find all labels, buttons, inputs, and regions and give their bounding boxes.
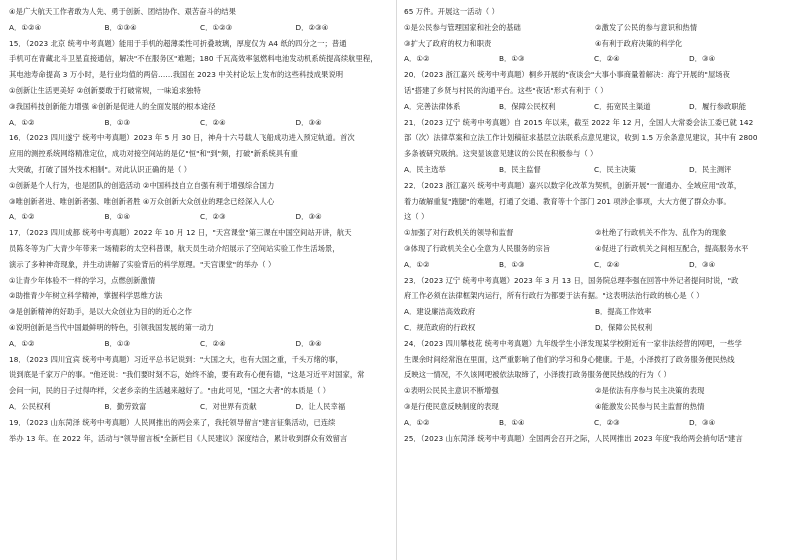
option-a: A．完善法律体系 [404,101,461,111]
q19-items-row2 [404,38,786,49]
question-item: ④能激发公民参与民主监督的热情 [595,401,705,411]
option-b: B．勤劳致富 [104,401,147,411]
option-a: A．①② [404,54,430,64]
option-d: D．③④ [295,212,322,222]
option-c: C．拓宽民主渠道 [594,101,651,111]
q23-options-row1 [404,306,786,317]
option-d: D．③④ [689,54,716,64]
option-a: A．公民权利 [9,401,51,411]
q14-item: ④是广大航天工作者敢为人先、勇于创新、团结协作、艰苦奋斗的结果 [9,7,236,16]
question-text: 反映这一情况，不久该网吧被依法取缔了，小泽拨打政务服务便民热线的行为（ ） [404,370,671,380]
option-a: A．民主选举 [404,164,446,174]
option-d: D．③④ [689,417,716,427]
question-text: 这（ ） [404,212,429,222]
q23-options-row2 [404,322,786,333]
question-text: 18．（2023 四川宜宾 统考中考真题）习近平总书记说到："大国之大，也有大国之重，千头万绪的事， [9,354,343,364]
option-d: D．履行参政职能 [689,101,747,111]
question-text: 24．（2023 四川攀枝花 统考中考真题）九年级学生小泽发现某学校附近有一家非法经营的网吧，一些学 [404,338,742,348]
option-c: C．民主决策 [594,164,636,174]
q24-items-row1 [404,385,786,396]
question-item: ③我国科技创新能力增强 ④创新是促进人的全面发展的根本途径 [9,101,216,111]
question-text: 说到底是千家万户的事。"他还说："我们要时刻不忘，始终不渝，要有政有心便有德，"这是习近平对国家，常 [9,370,365,380]
option-d: D．③④ [295,338,322,348]
question-text: 手机可在青藏北斗卫星直接通信，解决"不在服务区"难题；180 千瓦高效率氢燃料电池发动机系统提高续航里程， [9,54,378,64]
question-text: 多条被研究吸纳。这突显该意见建议的公民在积极参与（ ） [404,149,598,159]
q16-options [9,211,391,222]
question-text: 部（次）法律草案和立法工作计划稿征求基层立法联系点意见建议，收到 1.5 万余条意见建议，其中有 2800 [404,133,758,143]
question-text: 20．（2023 浙江嘉兴 统考中考真题）桐乡开展的"夜谈会"大事小事商量着解决：海宁开展的"屋场夜 [404,70,730,80]
question-text: 65 万件。开展这一活动（ ） [404,7,499,16]
option-d: D．民主测评 [689,164,732,174]
q14-options [9,22,391,33]
question-text: 22．（2023 浙江嘉兴 统考中考真题）嘉兴以数字化改革为契机，创新开展"一窗通办、全域应用"改革， [404,180,742,190]
q15-options [9,117,391,128]
question-item: ①表明公民民主意识不断增强 [404,386,499,396]
option-a: A．①② [9,117,35,127]
question-item: ①是公民参与管理国家和社会的基础 [404,22,521,32]
option-a: A．①② [9,212,35,222]
question-item: ③是创新精神的好助手，是以大众创业为目的的近心之作 [9,307,192,317]
question-text: 23．（2023 辽宁 统考中考真题）2023 年 3 月 13 日，国务院总理李强在回答中外记者提问时说，"政 [404,275,739,285]
q24-items-row2 [404,401,786,412]
option-a: A．①② [404,259,430,269]
option-a: A．建设廉洁高效政府 [404,307,476,317]
option-b: B．保障公民权利 [499,101,556,111]
q19-options [404,53,786,64]
q18-options [9,401,391,412]
question-text: 19．（2023 山东菏泽 统考中考真题）人民网推出的两会来了，我托领导留言"建言征集活动，已连续 [9,417,336,427]
option-c: C．②④ [200,338,226,348]
option-d: D．③④ [689,259,716,269]
option-a: A．①② [9,338,35,348]
question-item: ①加强了对行政机关的领导和监督 [404,228,514,238]
option-b: B．①④ [499,417,525,427]
option-c: C．②③ [200,212,226,222]
question-item: ③扩大了政府的权力和职责 [404,38,492,48]
question-item: ③是行使民意反映制度的表现 [404,401,499,411]
option-d: D．让人民幸福 [295,401,346,411]
question-text: 21．（2023 辽宁 统考中考真题）自 2015 年以来，截至 2022 年 12 月，全国人大常委会法工委已就 142 [404,117,754,127]
question-item: ①创新是个人行为，也是团队的创造活动 ②中国科技自立自强有利于增强综合国力 [9,180,275,190]
option-c: C．对世界有贡献 [200,401,257,411]
option-d: D．保障公民权利 [595,322,653,332]
question-item: ④促进了行政机关之间相互配合，提高服务水平 [595,243,749,253]
q21-options [404,164,786,175]
option-d: D．③④ [295,117,322,127]
question-item: ③唯创新者进、唯创新者强、唯创新者胜 ④万众创新大众创业的理念已经深入人心 [9,196,275,206]
q19-items-row1 [404,22,786,33]
question-text: 大突破，打破了国外技术相制"。对此认识正确的是（ ） [9,164,192,174]
q22-options [404,259,786,270]
option-c: C．②④ [594,259,620,269]
question-text: 15．（2023 北京 统考中考真题）能用于手机的超薄柔性可折叠玻璃，厚度仅为 A4 纸的四分之一；普通 [9,38,347,48]
option-a: A．①②④ [9,22,42,32]
q20-options [404,101,786,112]
option-b: B．提高工作效率 [595,307,652,317]
option-b: B．①③ [104,117,131,127]
question-text: 举办 13 年。在 2022 年，活动与"领导留言板"全新栏目《人民建议》深度结合，累计收到群众有效留言 [9,433,348,443]
question-text: 25．（2023 山东菏泽 统考中考真题）全国两会召开之际，人民网推出 2023 年度"我给两会捎句话"建言 [404,433,743,443]
question-text: 17．（2023 四川成都 统考中考真题）2022 年 10 月 12 日，"天宫课堂"第三课在中国空间站开讲，航天 [9,228,352,238]
question-item: ①让青少年体验不一样的学习，点燃创新激情 [9,275,156,285]
question-item: ②助推青少年树立科学精神，掌握科学思维方法 [9,291,163,301]
question-text: 会问一问，民的日子过得咋样，父老乡亲的生活越来越好了。"由此可见，"国之大者"的本质是（ ） [9,386,331,396]
question-text: 员陈冬等为广大青少年带来一场精彩的太空科普课，航天员生动介绍展示了空间站实验工作生活场景， [9,243,340,253]
right-column [404,6,786,448]
option-c: C．规范政府的行政权 [404,322,476,332]
question-item: ②是依法有序参与民主决策的表现 [595,386,705,396]
question-text: 府工作必须在法律框架内运行，所有行政行为都要于法有据。"这表明法治行政的核心是（ ） [404,291,704,301]
option-b: B．①③ [499,54,525,64]
option-a: A．①② [404,417,430,427]
option-d: D．②③④ [295,22,329,32]
question-item: ③体现了行政机关全心全意为人民服务的宗旨 [404,243,551,253]
question-item: ①创新让生活更美好 ②创新要敢于打破常规，一味追求独特 [9,85,201,95]
column-divider [396,0,397,560]
q22-items-row2 [404,243,786,254]
question-text: 生课余时间经常泡在里面，这严重影响了他们的学习和身心健康。于是，小泽拨打了政务服务便民热线 [404,354,735,364]
question-text: 话"搭建了乡贤与村民的沟通平台。这些"夜话"形式有利于（ ） [404,85,608,95]
question-item: ④有利于政府决策的科学化 [595,38,683,48]
question-text: 应用的测控系统网络精准定位，成功对接空间站的是亿"恒"和"到"频，打破"新系统具有重 [9,149,298,159]
option-b: B．①③ [104,338,131,348]
question-text: 其电池寿命提高 3 万小时，是行业均值的两倍……我国在 2023 中关村论坛上发布的这些科技成果说明 [9,70,344,80]
left-column [9,6,391,448]
option-b: B．民主监督 [499,164,541,174]
option-b: B．①③ [499,259,525,269]
option-c: C．②④ [594,54,620,64]
question-item: ②杜绝了行政机关不作为、乱作为的现象 [595,228,727,238]
option-c: C．②④ [200,117,226,127]
option-b: B．①④ [104,212,131,222]
q22-items-row1 [404,227,786,238]
option-c: C．①②③ [200,22,233,32]
question-item: ②激发了公民的参与意识和热情 [595,22,698,32]
question-text: 着力破解重复"跑腿"的难题，打通了交通、教育等十个部门 201 项涉企事项，大大方便了群众办事。 [404,196,731,206]
option-c: C．②③ [594,417,620,427]
question-item: ④说明创新是当代中国最鲜明的特色，引领我国发展的第一动力 [9,322,214,332]
option-b: B．①③④ [104,22,137,32]
q17-options [9,338,391,349]
q24-options [404,417,786,428]
question-text: 演示了多种神奇现象，并生动讲解了实验背后的科学原理。"天宫课堂"的举办（ ） [9,259,276,269]
question-text: 16．（2023 四川遂宁 统考中考真题）2023 年 5 月 30 日，神舟十六号载人飞船成功进入预定轨道。首次 [9,133,355,143]
